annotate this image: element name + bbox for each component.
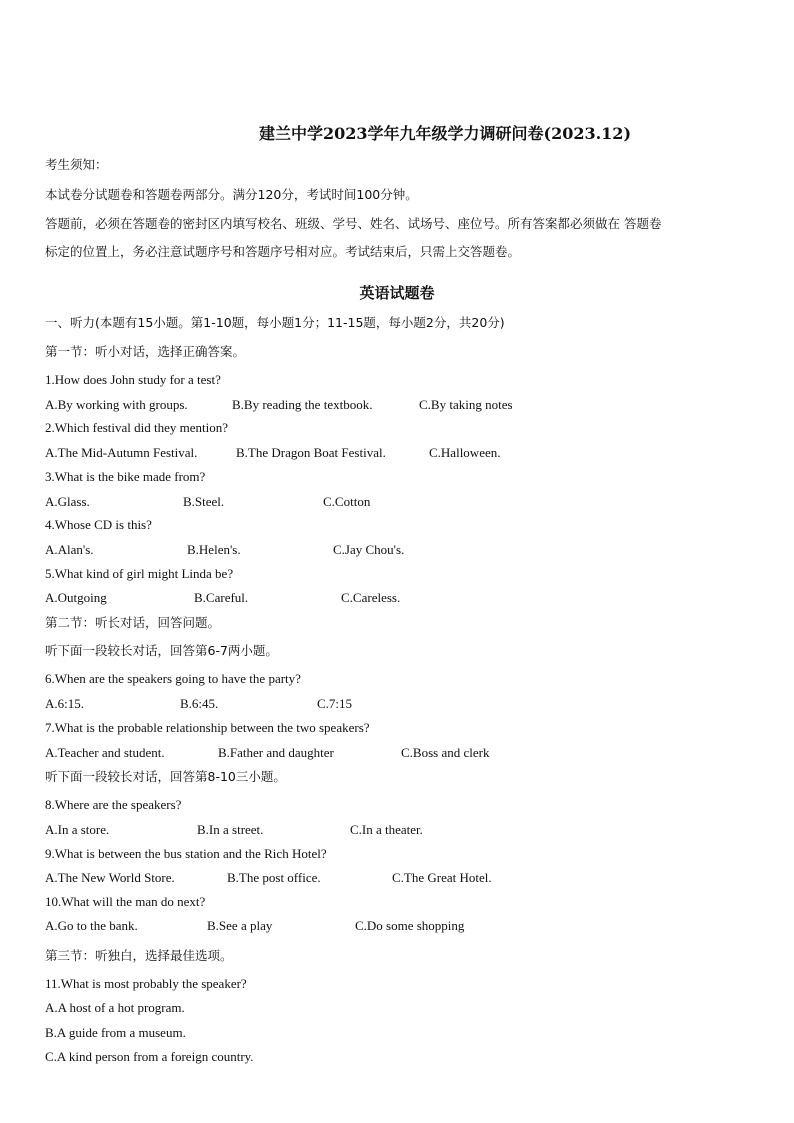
- option-c: C.7:15: [317, 696, 353, 711]
- section-heading: 第二节：听长对话，回答问题。: [45, 615, 221, 630]
- question-5: 5.What kind of girl might Linda be?: [45, 566, 234, 581]
- option-c: C.Halloween.: [429, 445, 501, 460]
- option-c: C.Boss and clerk: [401, 745, 490, 760]
- page-title: 建兰中学2023学年九年级学力调研问卷(2023.12): [258, 124, 632, 143]
- option-b: B.The Dragon Boat Festival.: [236, 445, 386, 460]
- option-a: A.By working with groups.: [45, 397, 188, 412]
- dialog-instruction: 听下面一段较长对话，回答第8-10三小题。: [45, 769, 286, 784]
- option-a: A.Glass.: [45, 494, 90, 509]
- section-heading: 第三节：听独白，选择最佳选项。: [45, 948, 233, 963]
- option-a: A.A host of a hot program.: [45, 1000, 185, 1015]
- question-11: 11.What is most probably the speaker?: [45, 976, 247, 991]
- option-b: B.By reading the textbook.: [232, 397, 373, 412]
- option-b: B.In a street.: [197, 822, 264, 837]
- question-2: 2.Which festival did they mention?: [45, 420, 229, 435]
- option-c: C.Cotton: [323, 494, 371, 509]
- dialog-instruction: 听下面一段较长对话，回答第6-7两小题。: [45, 643, 278, 658]
- question-7: 7.What is the probable relationship between the two speakers?: [45, 720, 370, 735]
- option-b: B.6:45.: [180, 696, 219, 711]
- paper-subtitle: 英语试题卷: [359, 284, 435, 302]
- option-b: B.A guide from a museum.: [45, 1025, 186, 1040]
- option-c: C.The Great Hotel.: [392, 870, 492, 885]
- option-a: A.Alan's.: [45, 542, 94, 557]
- option-c: C.Do some shopping: [355, 918, 465, 933]
- option-b: B.Steel.: [183, 494, 225, 509]
- option-a: A.6:15.: [45, 696, 84, 711]
- notice-line-3: 标定的位置上，务必注意试题序号和答题序号相对应。考试结束后，只需上交答题卷。: [45, 244, 521, 259]
- option-c: C.A kind person from a foreign country.: [45, 1049, 254, 1064]
- option-a: A.Go to the bank.: [45, 918, 138, 933]
- option-b: B.The post office.: [227, 870, 321, 885]
- notice-line-2: 答题前，必须在答题卷的密封区内填写校名、班级、学号、姓名、试场号、座位号。所有答案都必须做在 答题卷: [45, 216, 662, 231]
- question-1: 1.How does John study for a test?: [45, 372, 221, 387]
- option-b: B.See a play: [207, 918, 273, 933]
- question-10: 10.What will the man do next?: [45, 894, 206, 909]
- option-c: C.In a theater.: [350, 822, 423, 837]
- option-a: A.The New World Store.: [45, 870, 175, 885]
- question-6: 6.When are the speakers going to have the party?: [45, 671, 301, 686]
- question-9: 9.What is between the bus station and the Rich Hotel?: [45, 846, 327, 861]
- option-c: C.By taking notes: [419, 397, 513, 412]
- option-a: A.In a store.: [45, 822, 110, 837]
- option-a: A.Teacher and student.: [45, 745, 165, 760]
- option-c: C.Jay Chou's.: [333, 542, 405, 557]
- question-4: 4.Whose CD is this?: [45, 517, 152, 532]
- option-c: C.Careless.: [341, 590, 401, 605]
- notice-heading: 考生须知：: [45, 157, 108, 172]
- section-heading: 第一节：听小对话，选择正确答案。: [45, 344, 246, 359]
- option-a: A.Outgoing: [45, 590, 107, 605]
- option-a: A.The Mid-Autumn Festival.: [45, 445, 198, 460]
- question-3: 3.What is the bike made from?: [45, 469, 206, 484]
- notice-line-1: 本试卷分试题卷和答题卷两部分。满分120分，考试时间100分钟。: [45, 187, 418, 202]
- option-b: B.Helen's.: [187, 542, 241, 557]
- question-8: 8.Where are the speakers?: [45, 797, 182, 812]
- part-heading: 一、听力(本题有15小题。第1-10题，每小题1分；11-15题，每小题2分，共20分): [45, 315, 505, 330]
- option-b: B.Father and daughter: [218, 745, 334, 760]
- option-b: B.Careful.: [194, 590, 249, 605]
